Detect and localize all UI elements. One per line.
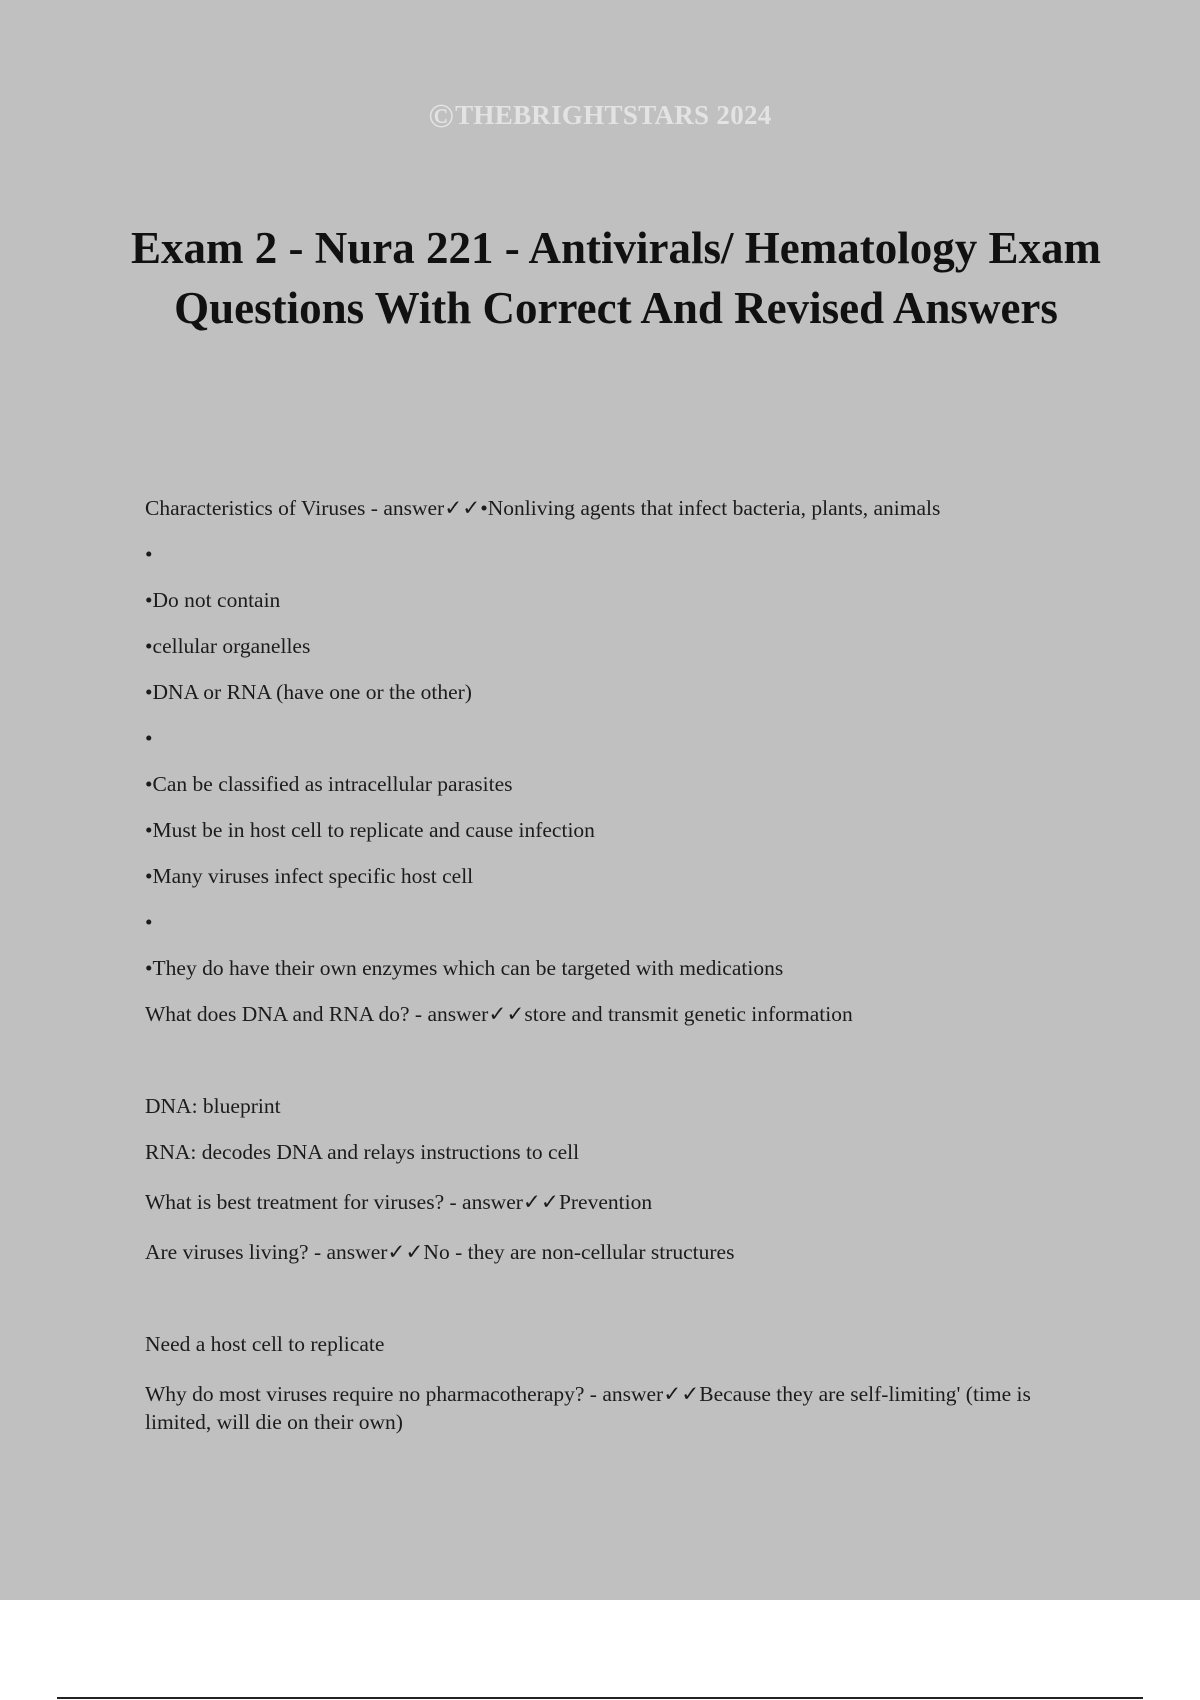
body-line: DNA: blueprint [145, 1094, 281, 1118]
body-line: • [145, 726, 153, 750]
body-line: RNA: decodes DNA and relays instructions to cell [145, 1140, 580, 1164]
body-line: • [145, 910, 153, 934]
body-line: What is best treatment for viruses? - answer✓✓Prevention [145, 1190, 653, 1214]
body-line: •Do not contain [145, 588, 281, 612]
body-line: Are viruses living? - answer✓✓No - they are non-cellular structures [145, 1240, 735, 1264]
document-body [145, 494, 1085, 1454]
copyright-symbol: © [428, 98, 455, 135]
watermark [0, 98, 1200, 136]
footer-divider [57, 1697, 1143, 1699]
body-line: •Many viruses infect specific host cell [145, 864, 474, 888]
body-line: •cellular organelles [145, 634, 311, 658]
body-line: •They do have their own enzymes which can be targeted with medications [145, 956, 784, 980]
body-line: Characteristics of Viruses - answer✓✓•Nonliving agents that infect bacteria, plants, animals [145, 496, 941, 520]
body-line: •Must be in host cell to replicate and cause infection [145, 818, 595, 842]
body-line: What does DNA and RNA do? - answer✓✓store and transmit genetic information [145, 1002, 853, 1026]
body-line: •DNA or RNA (have one or the other) [145, 680, 472, 704]
body-line: • [145, 542, 153, 566]
watermark-text: THEBRIGHTSTARS 2024 [455, 100, 772, 130]
body-line: Need a host cell to replicate [145, 1332, 385, 1356]
body-line: Why do most viruses require no pharmacotherapy? - answer✓✓Because they are self-limiting' (time is limited, will die on their own) [145, 1382, 1037, 1434]
body-line: •Can be classified as intracellular parasites [145, 772, 513, 796]
document-title: Exam 2 - Nura 221 - Antivirals/ Hematology Exam Questions With Correct And Revised Answers [131, 223, 1101, 333]
